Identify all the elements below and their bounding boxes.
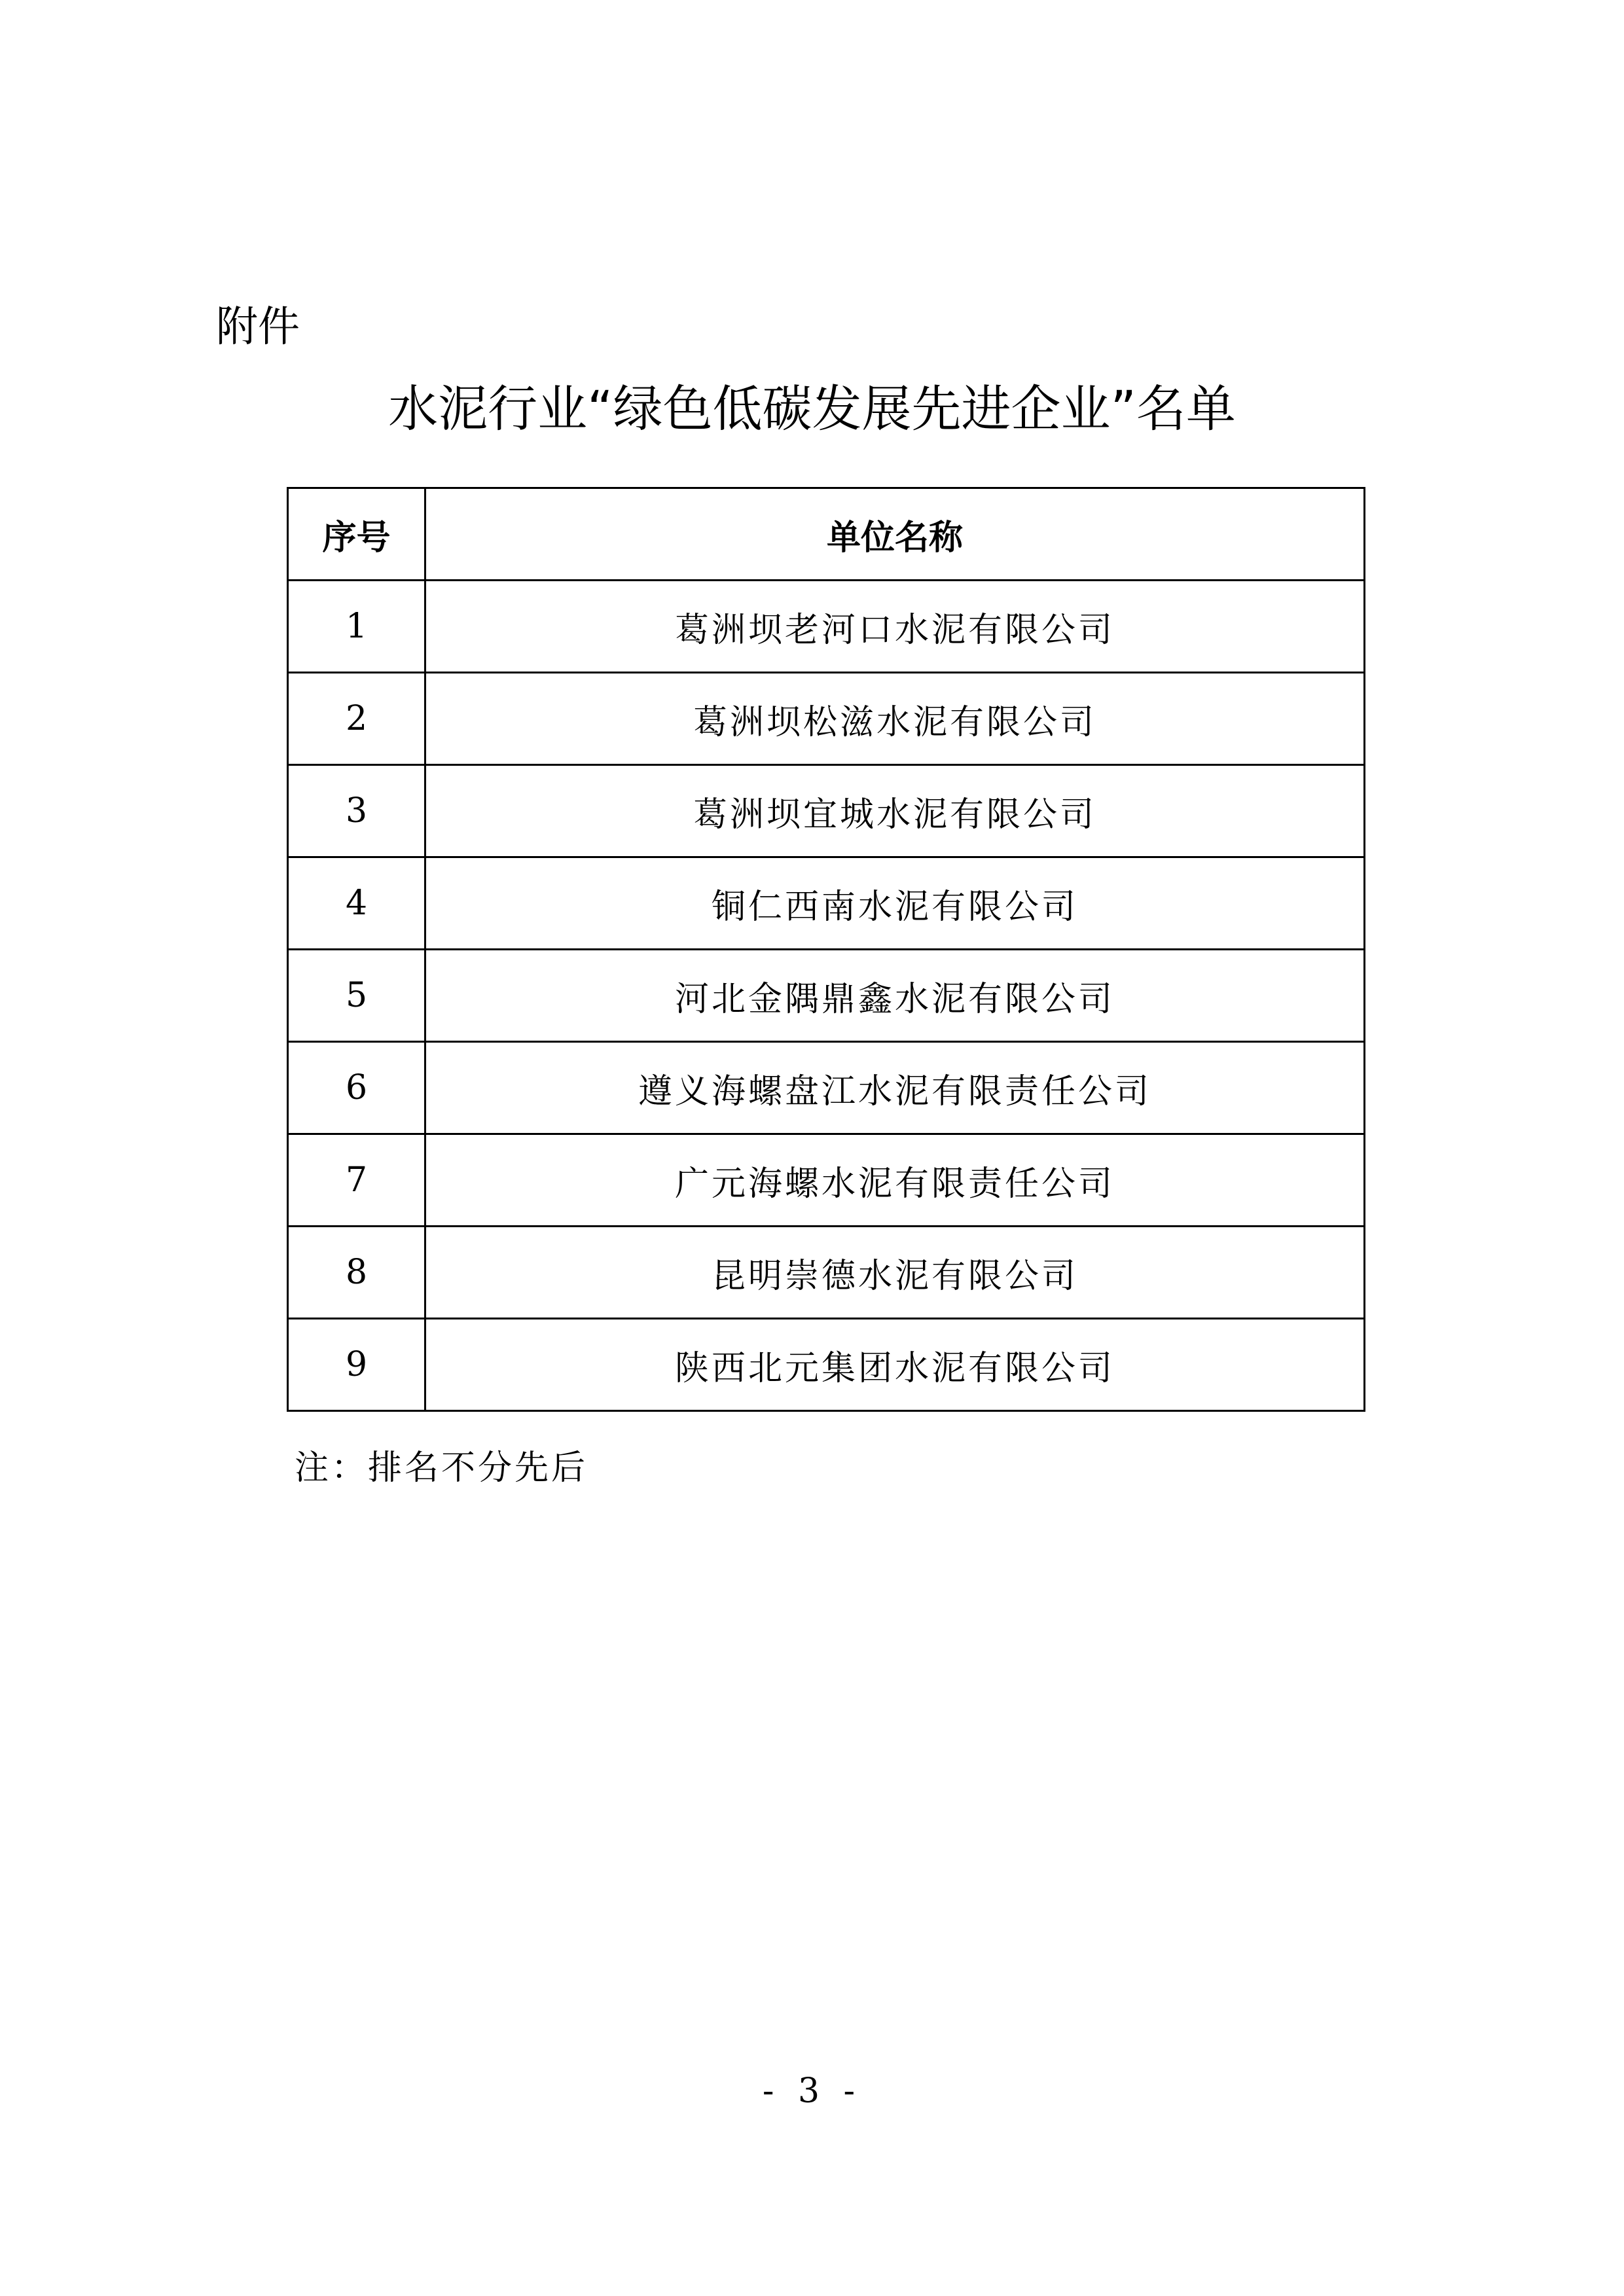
company-list-table xyxy=(287,487,1365,1412)
company-name: 河北金隅鼎鑫水泥有限公司 xyxy=(425,950,1365,1042)
table-row xyxy=(288,1042,1365,1134)
row-number: 9 xyxy=(288,1319,425,1411)
row-number: 1 xyxy=(288,581,425,673)
attachment-label: 附件 xyxy=(216,303,300,351)
ranking-note: 注：排名不分先后 xyxy=(295,1448,588,1488)
row-number: 2 xyxy=(288,673,425,765)
column-header-company-name: 单位名称 xyxy=(425,488,1365,581)
company-name: 广元海螺水泥有限责任公司 xyxy=(425,1134,1365,1227)
page-number: - 3 - xyxy=(762,2072,862,2111)
document-title: 水泥行业“绿色低碳发展先进企业”名单 xyxy=(388,380,1236,438)
company-name: 陕西北元集团水泥有限公司 xyxy=(425,1319,1365,1411)
row-number: 8 xyxy=(288,1227,425,1319)
table-row xyxy=(288,673,1365,765)
table-row xyxy=(288,581,1365,673)
table-row xyxy=(288,950,1365,1042)
table-row xyxy=(288,765,1365,857)
row-number: 7 xyxy=(288,1134,425,1227)
row-number: 4 xyxy=(288,857,425,950)
column-header-number: 序号 xyxy=(288,488,425,581)
company-name: 葛洲坝老河口水泥有限公司 xyxy=(425,581,1365,673)
table-row xyxy=(288,857,1365,950)
row-number: 5 xyxy=(288,950,425,1042)
table-row xyxy=(288,1134,1365,1227)
company-name: 葛洲坝宜城水泥有限公司 xyxy=(425,765,1365,857)
company-name: 遵义海螺盘江水泥有限责任公司 xyxy=(425,1042,1365,1134)
table-row xyxy=(288,1319,1365,1411)
company-name: 葛洲坝松滋水泥有限公司 xyxy=(425,673,1365,765)
table-row xyxy=(288,1227,1365,1319)
table-header-row xyxy=(288,488,1365,581)
company-name: 铜仁西南水泥有限公司 xyxy=(425,857,1365,950)
row-number: 6 xyxy=(288,1042,425,1134)
company-name: 昆明崇德水泥有限公司 xyxy=(425,1227,1365,1319)
row-number: 3 xyxy=(288,765,425,857)
